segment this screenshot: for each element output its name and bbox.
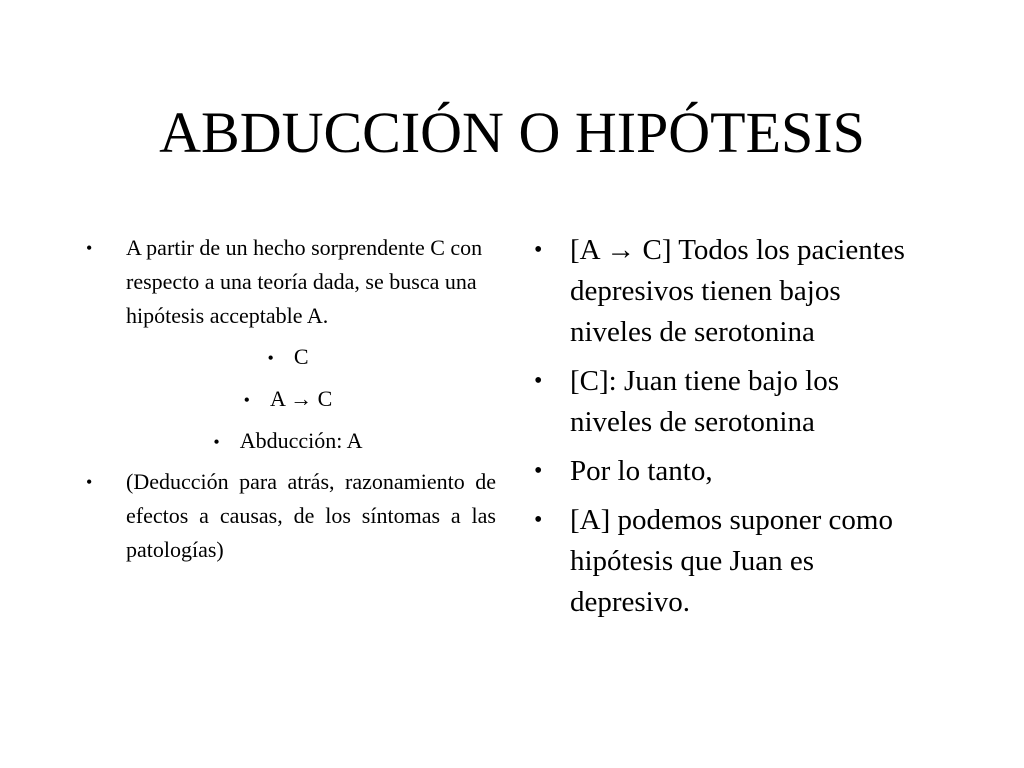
bullet-icon: • bbox=[86, 238, 93, 258]
left-item-2 bbox=[80, 340, 496, 375]
right-item-4 bbox=[528, 500, 928, 623]
left-bullet-list bbox=[80, 231, 496, 567]
right-item-2-text: [C]: Juan tiene bajo los niveles de serotonina bbox=[570, 365, 840, 438]
left-item-1-text: A partir de un hecho sorprendente C con respecto a una teoría dada, se busca una hipótesis acceptable A. bbox=[126, 235, 483, 328]
left-item-5 bbox=[80, 465, 496, 567]
right-item-2 bbox=[528, 361, 928, 443]
bullet-icon: • bbox=[534, 458, 543, 484]
right-item-4-text: [A] podemos suponer como hipótesis que Juan es depresivo. bbox=[570, 504, 893, 618]
left-item-3 bbox=[80, 382, 496, 417]
slide-title: ABDUCCIÓN O HIPÓTESIS bbox=[159, 100, 865, 165]
bullet-icon: • bbox=[534, 368, 543, 394]
right-item-3-text: Por lo tanto, bbox=[570, 455, 713, 487]
bullet-icon: • bbox=[534, 237, 543, 263]
left-item-1 bbox=[80, 231, 496, 333]
right-bullet-list bbox=[528, 230, 928, 623]
left-item-4 bbox=[80, 424, 496, 459]
bullet-icon: • bbox=[534, 507, 543, 533]
bullet-icon: • bbox=[243, 390, 250, 410]
left-item-5-text: (Deducción para atrás, razonamiento de efectos a causas, de los síntomas a las patologías) bbox=[126, 469, 496, 562]
right-item-1 bbox=[528, 230, 928, 353]
right-item-3 bbox=[528, 451, 928, 492]
left-item-2-text: C bbox=[293, 344, 309, 369]
bullet-icon: • bbox=[267, 348, 274, 368]
left-item-3-text: A → C bbox=[269, 386, 333, 411]
left-item-4-text: Abducción: A bbox=[239, 428, 363, 453]
right-column bbox=[528, 230, 928, 631]
left-column bbox=[80, 231, 496, 567]
bullet-icon: • bbox=[86, 472, 93, 492]
right-item-1-text: [A → C] Todos los pacientes depresivos tienen bajos niveles de serotonina bbox=[570, 234, 905, 348]
bullet-icon: • bbox=[213, 432, 220, 452]
